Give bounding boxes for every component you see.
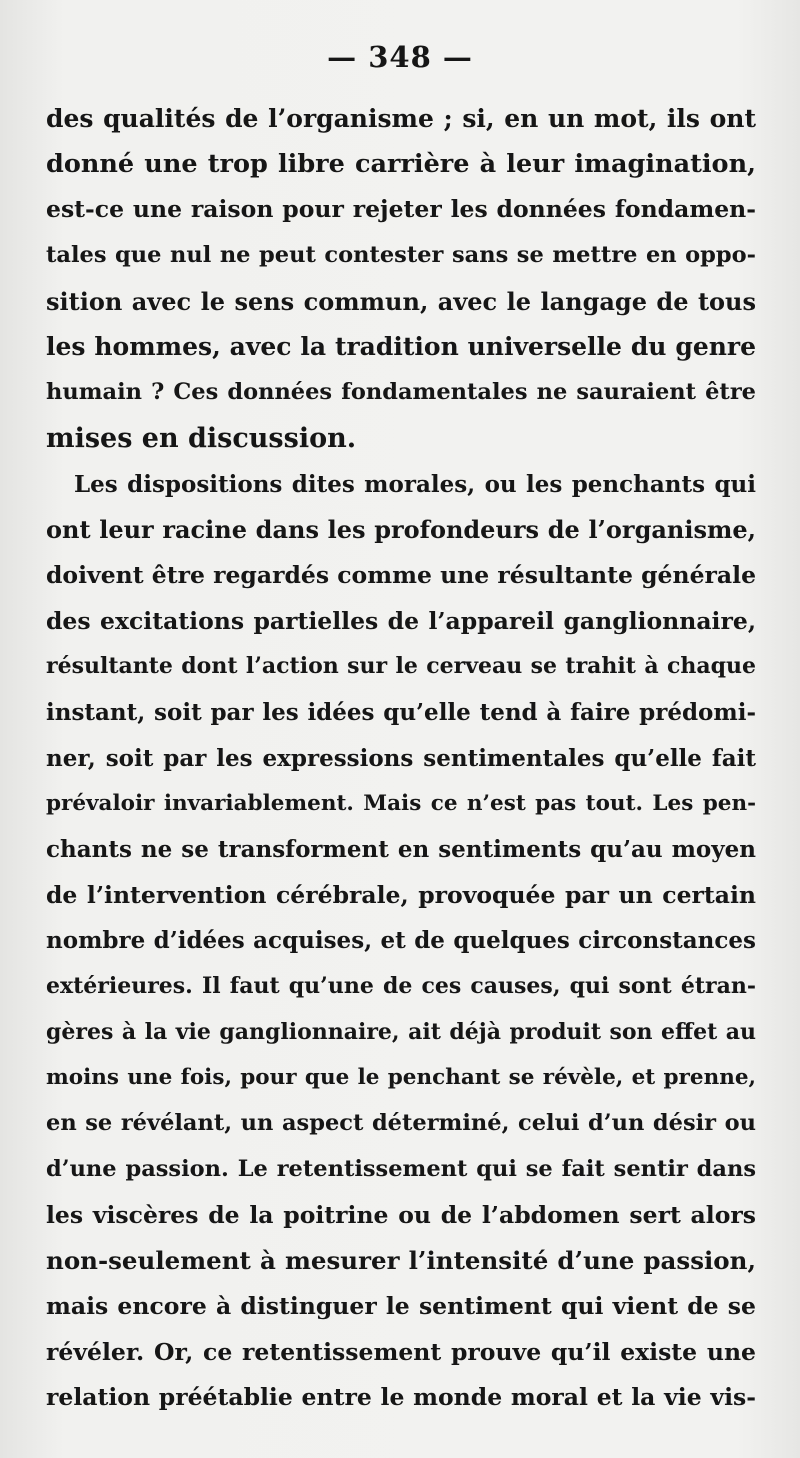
paragraph-1	[46, 96, 756, 462]
text-line: révéler. Or, ce retentissement prouve qu’il existe une	[46, 1337, 756, 1366]
text-line: relation préétablie entre le monde moral et la vie vis-	[46, 1383, 756, 1412]
text-line: nombre d’idées acquises, et de quelques circonstances	[46, 927, 756, 955]
text-line: des excitations partielles de l’appareil ganglionnaire,	[46, 606, 756, 635]
page-number: — 348 —	[327, 40, 473, 74]
text-line: Les dispositions dites morales, ou les penchants qui	[74, 470, 756, 498]
text-body	[46, 96, 756, 1421]
text-line: sition avec le sens commun, avec le langage de tous	[46, 286, 756, 316]
text-line: mises en discussion.	[46, 422, 357, 454]
text-line: en se révélant, un aspect déterminé, celui d’un désir ou	[46, 1110, 756, 1137]
text-line: d’une passion. Le retentissement qui se fait sentir dans	[46, 1155, 756, 1182]
text-line: mais encore à distinguer le sentiment qui vient de se	[46, 1291, 756, 1320]
text-line: doivent être regardés comme une résultante générale	[46, 560, 757, 589]
text-line: tales que nul ne peut contester sans se mettre en oppo-	[46, 242, 756, 269]
text-line: résultante dont l’action sur le cerveau se trahit à chaque	[46, 653, 756, 680]
text-line: extérieures. Il faut qu’une de ces causes, qui sont étran-	[46, 973, 756, 1000]
text-line: ont leur racine dans les profondeurs de l’organisme,	[46, 515, 756, 545]
text-line: chants ne se transforment en sentiments qu’au moyen	[46, 836, 756, 863]
text-line: de l’intervention cérébrale, provoquée par un certain	[46, 880, 756, 909]
text-line: les viscères de la poitrine ou de l’abdomen sert alors	[46, 1200, 756, 1229]
text-line: gères à la vie ganglionnaire, ait déjà produit son effet au	[46, 1018, 756, 1045]
text-line: moins une fois, pour que le penchant se révèle, et prenne,	[46, 1065, 756, 1091]
paragraph-2	[46, 462, 756, 1421]
text-line: donné une trop libre carrière à leur imagination,	[46, 148, 756, 179]
text-line: les hommes, avec la tradition universelle du genre	[46, 332, 756, 362]
text-line: est-ce une raison pour rejeter les données fondamen-	[46, 195, 756, 224]
text-line: non-seulement à mesurer l’intensité d’une passion,	[46, 1246, 756, 1276]
text-line: prévaloir invariablement. Mais ce n’est pas tout. Les pen-	[46, 791, 756, 817]
text-line: des qualités de l’organisme ; si, en un mot, ils ont	[46, 104, 756, 133]
text-line: instant, soit par les idées qu’elle tend à faire prédomi-	[46, 698, 756, 726]
text-line: humain ? Ces données fondamentales ne sauraient être	[46, 379, 756, 406]
text-line: ner, soit par les expressions sentimentales qu’elle fait	[46, 744, 756, 772]
